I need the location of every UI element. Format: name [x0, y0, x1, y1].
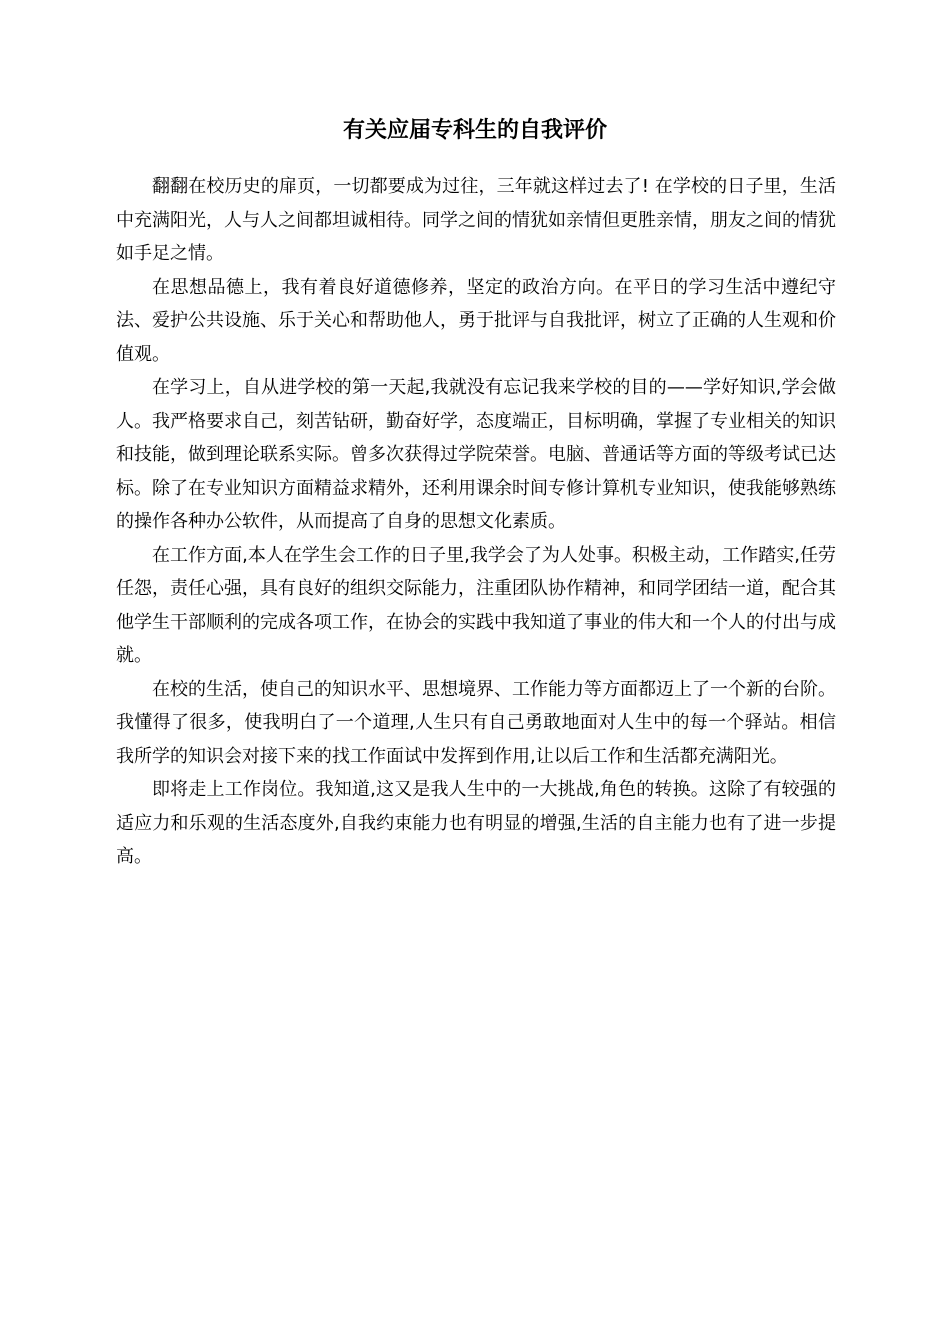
paragraph-3: 在学习上，自从进学校的第一天起,我就没有忘记我来学校的目的——学好知识,学会做人。我严格要求自己，刻苦钻研，勤奋好学，态度端正，目标明确，掌握了专业相关的知识和技能，做到理论联系实际。曾多次获得过学院荣誉。电脑、普通话等方面的等级考试已达标。除了在专业知识方面精益求精外，还利用课余时间专修计算机专业知识，使我能够熟练的操作各种办公软件，从而提高了自身的思想文化素质。 [116, 377, 836, 532]
paragraph-5: 在校的生活，使自己的知识水平、思想境界、工作能力等方面都迈上了一个新的台阶。我懂得了很多，使我明白了一个道理,人生只有自己勇敢地面对人生中的每一个驿站。相信我所学的知识会对接下来的找工作面试中发挥到作用,让以后工作和生活都充满阳光。 [116, 678, 836, 767]
paragraph-2: 在思想品德上，我有着良好道德修养，坚定的政治方向。在平日的学习生活中遵纪守法、爱护公共设施、乐于关心和帮助他人，勇于批评与自我批评，树立了正确的人生观和价值观。 [116, 276, 836, 365]
paragraph-1: 翻翻在校历史的扉页，一切都要成为过往，三年就这样过去了! 在学校的日子里，生活中充满阳光，人与人之间都坦诚相待。同学之间的情犹如亲情但更胜亲情，朋友之间的情犹如手足之情。 [116, 176, 836, 264]
document-title: 有关应届专科生的自我评价 [342, 118, 607, 143]
document-body [116, 170, 836, 874]
paragraph-6: 即将走上工作岗位。我知道,这又是我人生中的一大挑战,角色的转换。这除了有较强的适应力和乐观的生活态度外,自我约束能力也有明显的增强,生活的自主能力也有了进一步提高。 [116, 779, 836, 867]
paragraph-4: 在工作方面,本人在学生会工作的日子里,我学会了为人处事。积极主动，工作踏实,任劳任怨，责任心强，具有良好的组织交际能力，注重团队协作精神，和同学团结一道，配合其他学生干部顺利的完成各项工作，在协会的实践中我知道了事业的伟大和一个人的付出与成就。 [116, 544, 836, 666]
